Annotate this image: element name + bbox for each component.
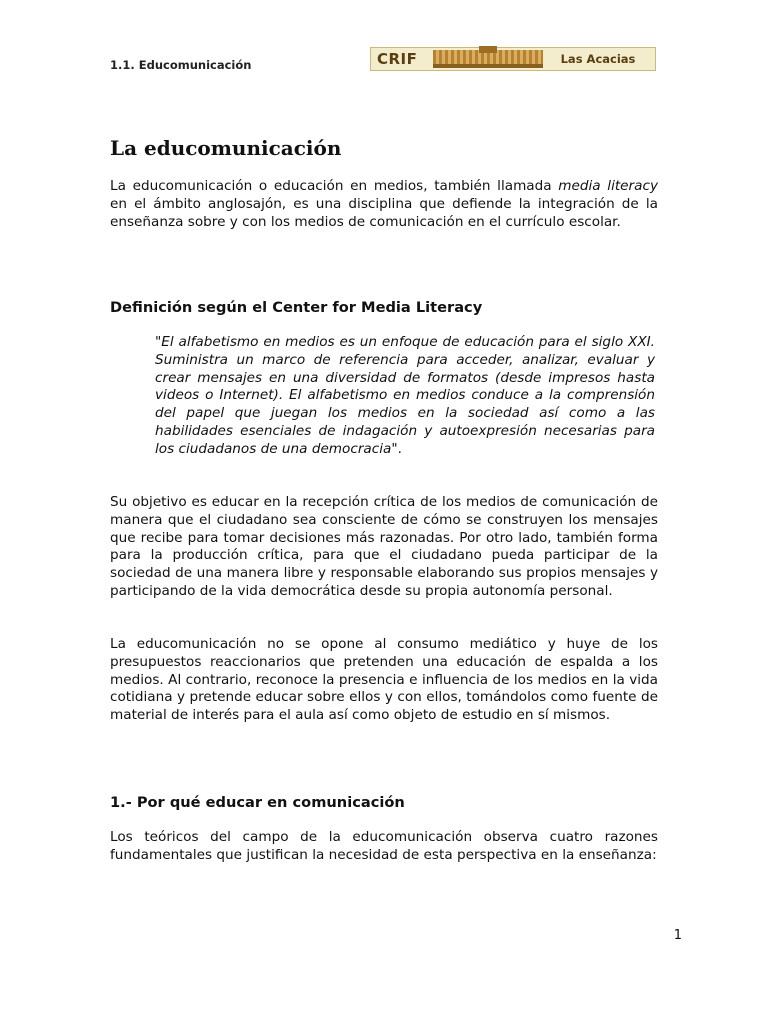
page-number: 1: [673, 928, 682, 943]
intro-italic-term: media literacy: [558, 178, 658, 194]
consumption-text: La educomunicación no se opone al consumo mediático y huye de los presupuestos reaccionarios que pretenden una educación de espalda a los medios. Al contrario, reconoce la presencia e influencia de los medios en la vida cotidiana y pretende educar sobre ellos y con ellos, tomándolos como fuente de material de interés para el aula así como objeto de estudio en sí mismos.: [110, 636, 658, 724]
section1-text: Los teóricos del campo de la educomunicación observa cuatro razones fundamentales que justifican la necesidad de esta perspectiva en la enseñanza:: [110, 829, 658, 863]
consumption-paragraph: [110, 636, 658, 725]
definition-heading: Definición según el Center for Media Literacy: [110, 299, 483, 316]
intro-paragraph: [110, 178, 658, 231]
section1-paragraph: [110, 829, 658, 865]
definition-quote: [155, 334, 655, 459]
quote-end: ".: [391, 440, 402, 457]
objective-text: Su objetivo es educar en la recepción crítica de los medios de comunicación de manera que el ciudadano sea consciente de cómo se construyen los mensajes que recibe para tomar decisiones más razonadas. Por otro lado, también forma para la producción crítica, para que el ciudadano pueda participar de la sociedad de una manera libre y responsable elaborando sus propios mensajes y participando de la vida democrática desde su propia autonomía personal.: [110, 494, 658, 599]
building-icon: [433, 50, 543, 68]
intro-text-1: La educomunicación o educación en medios, también llamada: [110, 178, 559, 194]
crif-las-acacias-logo: [370, 47, 656, 71]
page-title: La educomunicación: [110, 136, 342, 160]
header-section-title: 1.1. Educomunicación: [110, 58, 252, 72]
intro-text-2: en el ámbito anglosajón, es una disciplina que defiende la integración de la enseñanza sobre y con los medios de comunicación en el currículo escolar.: [110, 195, 658, 230]
section1-heading: 1.- Por qué educar en comunicación: [110, 794, 405, 811]
objective-paragraph: [110, 494, 658, 601]
quote-text: "El alfabetismo en medios es un enfoque de educación para el siglo XXI. Suministra un marco de referencia para acceder, analizar, evaluar y crear mensajes en una diversidad de formatos (desde impresos hasta videos o Internet). El alfabetismo en medios conduce a la comprensión del papel que juegan los medios en la sociedad así como a las habilidades esenciales de indagación y autoexpresión necesarias para los ciudadanos de una democracia: [155, 334, 655, 457]
logo-crif-text: CRIF: [377, 50, 418, 68]
logo-las-acacias-text: Las Acacias: [560, 52, 636, 66]
